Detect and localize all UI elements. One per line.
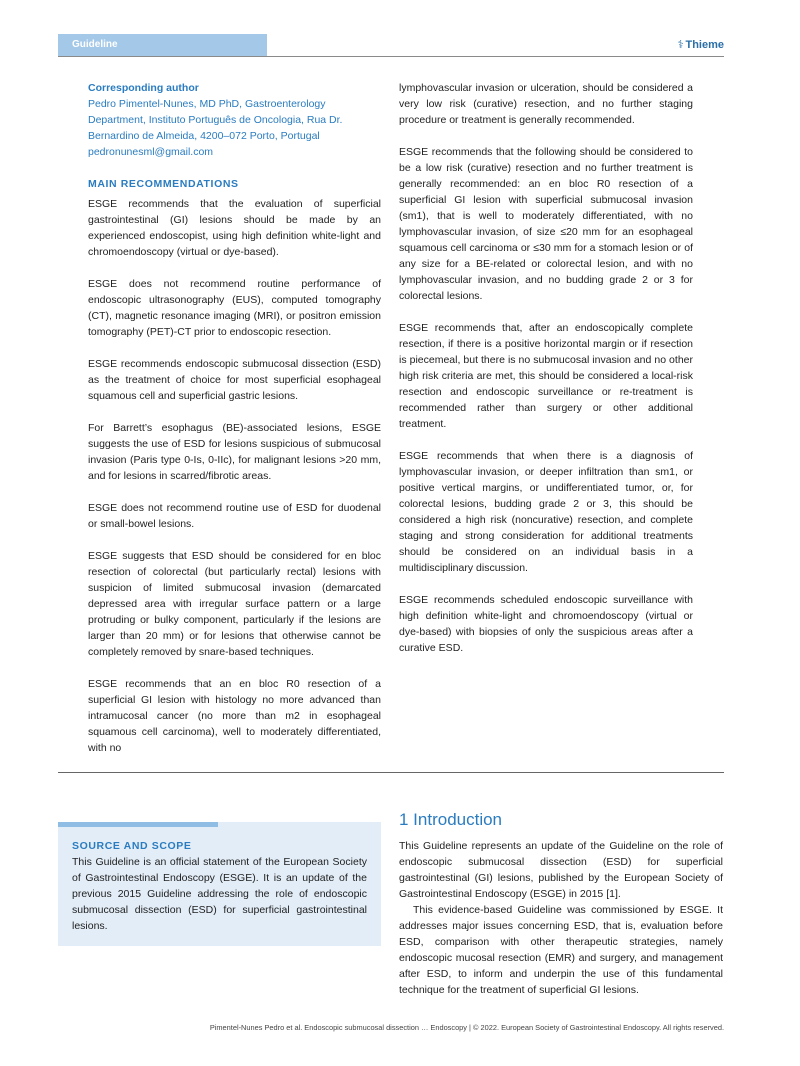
recommendation-paragraph: lymphovascular invasion or ulceration, should be considered a very low risk (curative) resection, and no further staging procedure or treatment is generally recommended. [399,82,693,126]
introduction-section [399,808,723,998]
corresponding-author-line: Pedro Pimentel-Nunes, MD PhD, Gastroenterology [88,98,326,110]
introduction-paragraph: This evidence-based Guideline was commissioned by ESGE. It addresses major issues concerning ESD, that is, evaluation before ESD, comparison with other therapeutic strategies, namely endoscopic mucosal resection (EMR) and surgery, and management after ESD, to inform and underpin the use of this fundamental technique for the treatment of superficial GI lesions. [399,904,723,996]
corresponding-author-email[interactable]: pedronunesml@gmail.com [88,146,214,158]
recommendation-paragraph: ESGE does not recommend routine use of ESD for duodenal or small-bowel lesions. [88,502,381,530]
section-tab [58,34,267,56]
source-scope-accent-bar [58,822,218,827]
recommendation-paragraph: ESGE recommends that the evaluation of superficial gastrointestinal (GI) lesions should be made by an experienced endoscopist, using high definition white-light and chromoendoscopy (virtual or dye-based). [88,198,381,258]
recommendation-paragraph: ESGE recommends that when there is a diagnosis of lymphovascular invasion, or deeper infiltration than sm1, or positive vertical margins, or undifferentiated tumor, or, for colorectal lesions, budding grade 2 or 3, this should be considered a high risk (noncurative) resection, and complete staging and strong consideration for additional treatments should be considered on an individual basis in a multidisciplinary discussion. [399,450,693,574]
publisher-name: Thieme [685,39,724,51]
thieme-logo-icon: ⚕ [677,39,684,51]
source-scope-text: This Guideline is an official statement of the European Society of Gastrointestinal Endoscopy (ESGE). It is an update of the previous 2015 Guideline addressing the role of endoscopic submucosal dissection (ESD) for superficial gastrointestinal lesions. [72,856,367,932]
recommendation-paragraph: ESGE recommends that the following should be considered to be a low risk (curative) resection and no further treatment is generally recommended: an en bloc R0 resection of a superficial GI lesion with superficial submucosal invasion (sm1), that is well to moderately differentiated, with no lymphovascular invasion, of size ≤20 mm for an esophageal squamous cell carcinoma or ≤30 mm for a stomach lesion or of any size for a BE-related or colorectal lesion, and with no lymphovascular invasion, and no budding grade 2 or 3 for colorectal lesions. [399,146,693,302]
introduction-heading: 1 Introduction [399,810,503,829]
right-column [399,80,693,672]
main-recommendations-heading: MAIN RECOMMENDATIONS [88,178,239,190]
recommendation-paragraph: ESGE recommends that an en bloc R0 resection of a superficial GI lesion with histology no more advanced than intramucosal cancer (no more than m2 in esophageal squamous cell carcinoma), well to moderately differentiated, with no [88,678,381,754]
corresponding-author-line: Department, Instituto Português de Oncologia, Rua Dr. [88,114,343,126]
corresponding-author-line: Bernardino de Almeida, 4200–072 Porto, Portugal [88,130,320,142]
section-tab-label: Guideline [72,39,118,50]
source-scope-box [58,822,381,946]
recommendation-paragraph: ESGE suggests that ESD should be considered for en bloc resection of colorectal (but particularly rectal) lesions with suspicion of limited submucosal invasion (demarcated depressed area with irregular surface pattern or a large protruding or bulky component, particularly if the lesions are larger than 20 mm) or for lesions that otherwise cannot be completely removed by snare-based techniques. [88,550,381,658]
publisher-logo [678,38,724,51]
introduction-paragraph: This Guideline represents an update of the Guideline on the role of endoscopic submucosal dissection (ESD) for superficial gastrointestinal (GI) lesions, published by the European Society of Gastrointestinal Endoscopy (ESGE) in 2015 [1]. [399,840,723,900]
section-divider [58,772,724,773]
recommendation-paragraph: ESGE recommends endoscopic submucosal dissection (ESD) as the treatment of choice for most superficial esophageal squamous cell and superficial gastric lesions. [88,358,381,402]
recommendation-paragraph: ESGE recommends that, after an endoscopically complete resection, if there is a positive horizontal margin or if resection is piecemeal, but there is no submucosal invasion and no other high risk criteria are met, this should be considered a local-risk resection and endoscopic surveillance or re-treatment is recommended rather than surgery or other additional treatment. [399,322,693,430]
recommendation-paragraph: ESGE does not recommend routine performance of endoscopic ultrasonography (EUS), computed tomography (CT), magnetic resonance imaging (MRI), or positron emission tomography (PET)-CT prior to endoscopic resection. [88,278,381,338]
corresponding-author-title: Corresponding author [88,82,199,94]
page-footer: Pimentel-Nunes Pedro et al. Endoscopic submucosal dissection … Endoscopy | © 2022. European Society of Gastrointestinal Endoscopy. All rights reserved. [209,1023,724,1032]
header-rule [58,56,724,57]
recommendation-paragraph: For Barrett’s esophagus (BE)-associated lesions, ESGE suggests the use of ESD for lesions suspicious of submucosal invasion (Paris type 0-Is, 0-IIc), for malignant lesions >20 mm, and for lesions in scarred/fibrotic areas. [88,422,381,482]
source-scope-title: SOURCE AND SCOPE [72,840,192,852]
left-column [88,80,381,772]
recommendation-paragraph: ESGE recommends scheduled endoscopic surveillance with high definition white-light and chromoendoscopy (virtual or dye-based) with biopsies of only the suspicious areas after a curative ESD. [399,594,693,654]
